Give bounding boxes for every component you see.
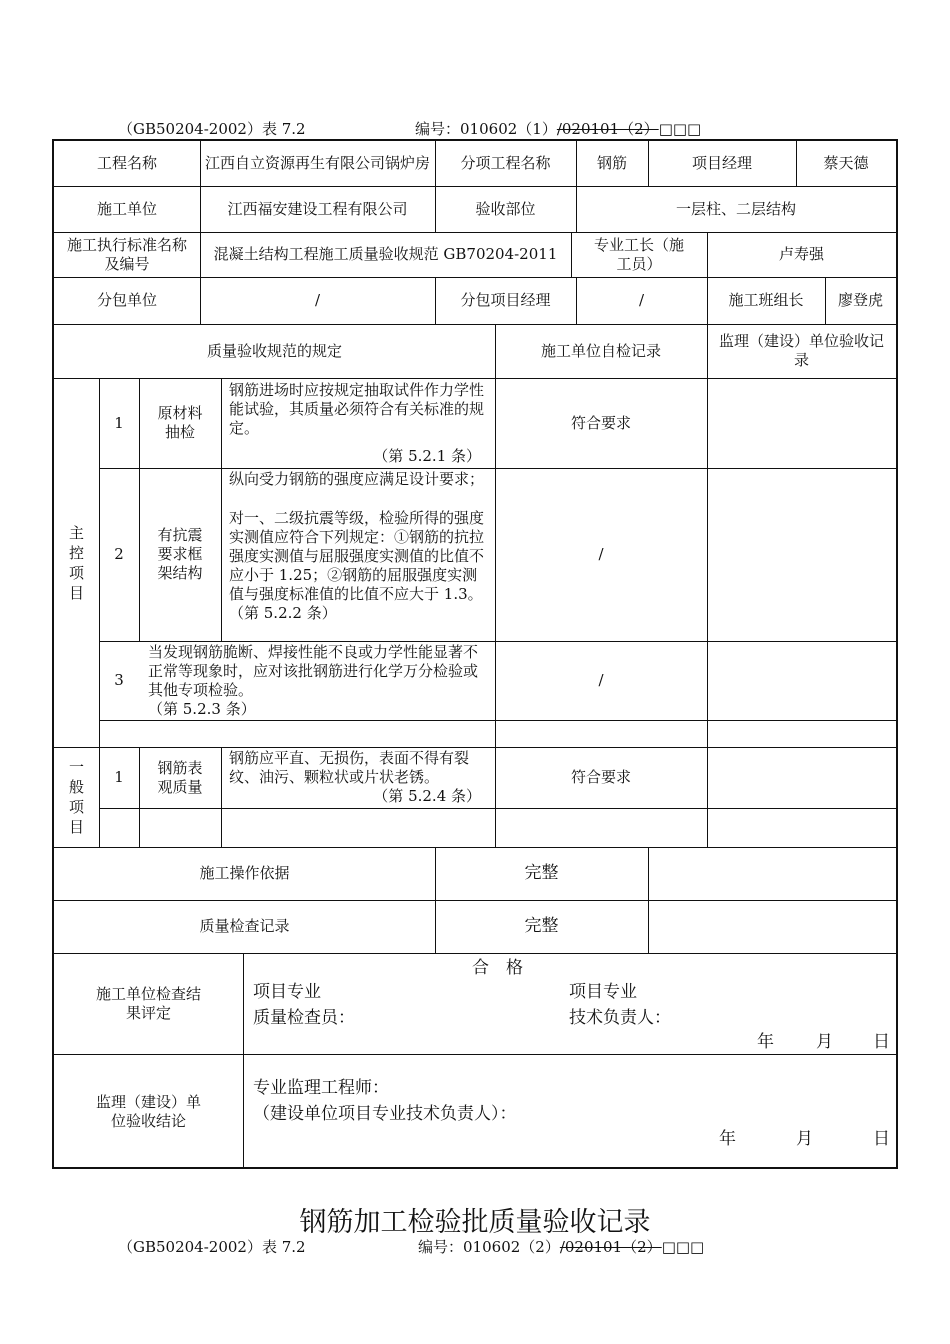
accept-part-label: 验收部位 — [475, 199, 536, 218]
contractor-date-day: 日 — [873, 1032, 890, 1052]
number-value: 010602（1） — [460, 120, 557, 138]
owner-tech-lead: （建设单位项目专业技术负责人）： — [253, 1104, 517, 1124]
sub-pm-value: / — [638, 291, 645, 309]
team-leader-value: 廖登虎 — [837, 291, 883, 309]
contractor-eval-result: 合 格 — [472, 958, 523, 978]
record-number — [415, 118, 701, 139]
subitem-value: 钢筋 — [596, 154, 627, 172]
main-row-1-no: 1 — [114, 413, 124, 432]
number-struck: /020101（2） — [556, 120, 659, 138]
general-row-1-clause: （第 5.2.4 条） — [373, 787, 481, 805]
main-row-2-text2: 对一、二级抗震等级，检验所得的强度实测值应符合下列规定：①钢筋的抗拉强度实测值与屈服强度实测值的比值不应小于 1.25；②钢筋的屈服强度实测值与强度标准值的比值不应大于 1.3。（第 5.2.2 条） — [229, 509, 485, 622]
acceptance-form — [52, 139, 898, 1169]
footer-number-label: 编号： — [418, 1238, 464, 1256]
number-label: 编号： — [415, 120, 461, 138]
tech-line-2: 技术负责人： — [569, 1008, 671, 1028]
main-row-1-name: 原材料抽检 — [157, 404, 203, 441]
subitem-label: 分项工程名称 — [460, 154, 551, 172]
main-items-label: 主控项目 — [69, 523, 85, 602]
footer-number-struck: /020101（2） — [559, 1238, 662, 1256]
main-row-3-clause: （第 5.2.3 条） — [148, 700, 256, 718]
general-items-label: 一般项目 — [69, 758, 85, 836]
footer-standard-ref: （GB50204-2002）表 7.2 — [118, 1238, 306, 1256]
project-name-value: 江西自立资源再生有限公司锅炉房 — [204, 154, 430, 172]
footer-number-boxes: □□□ — [661, 1238, 705, 1256]
main-row-1-clause: （第 5.2.1 条） — [373, 447, 481, 465]
tech-lead-title — [569, 979, 671, 1031]
main-row-3-no: 3 — [114, 671, 124, 689]
standard-label: 施工执行标准名称及编号 — [66, 235, 187, 273]
supervisor-date-day: 日 — [873, 1129, 890, 1149]
main-row-1-record: 符合要求 — [570, 413, 631, 432]
supervisor-date-year: 年 — [719, 1129, 736, 1149]
contractor-label: 施工单位 — [96, 199, 157, 218]
accept-part-value: 一层柱、二层结构 — [675, 199, 796, 218]
pm-label: 项目经理 — [691, 154, 752, 172]
footer-number-value: 010602（2） — [463, 1238, 560, 1256]
general-items-group — [54, 747, 99, 847]
qc-record-value: 完整 — [524, 916, 559, 936]
contractor-date-month: 月 — [816, 1032, 833, 1052]
standard-value: 混凝土结构工程施工质量验收规范 GB70204-2011 — [213, 245, 558, 263]
sub-unit-label: 分包单位 — [96, 291, 157, 309]
main-row-2-name: 有抗震要求框架结构 — [157, 526, 203, 582]
next-form-title: 钢筋加工检验批质量验收记录 — [299, 1207, 651, 1238]
main-row-3-text: 当发现钢筋脆断、焊接性能不良或力学性能显著不正常等现象时，应对该批钢筋进行化学万分检验或其他专项检验。 — [148, 643, 479, 699]
tech-line-1: 项目专业 — [569, 982, 637, 1002]
contractor-eval-label: 施工单位检查结果评定 — [95, 984, 201, 1022]
supervisor-header: 监理（建设）单位验收记录 — [718, 332, 884, 369]
general-row-1-no: 1 — [114, 768, 124, 786]
basis-value: 完整 — [524, 863, 559, 883]
inspector-line-1: 项目专业 — [253, 982, 321, 1002]
general-row-1-text: 钢筋应平直、无损伤，表面不得有裂纹、油污、颗粒状或片状老锈。 — [229, 749, 470, 786]
main-row-3-record: / — [598, 671, 604, 689]
main-row-1-text: 钢筋进场时应按规定抽取试件作力学性能试验，其质量必须符合有关标准的规定。 — [229, 381, 485, 437]
spec-header: 质量验收规范的规定 — [206, 341, 342, 360]
general-row-1-name: 钢筋表观质量 — [157, 758, 203, 796]
inspector-title — [253, 979, 355, 1031]
main-items-group — [54, 378, 99, 747]
self-check-header: 施工单位自检记录 — [540, 341, 661, 360]
supervising-engineer: 专业监理工程师： — [253, 1078, 389, 1098]
inspector-line-2: 质量检查员： — [253, 1008, 355, 1028]
sub-unit-value: / — [314, 291, 321, 309]
main-row-2-no: 2 — [114, 545, 124, 563]
supervisor-date-month: 月 — [796, 1129, 813, 1149]
project-name-label: 工程名称 — [96, 154, 157, 172]
main-row-2-record: / — [598, 545, 604, 563]
number-boxes: □□□ — [658, 120, 702, 138]
general-row-1-record: 符合要求 — [570, 768, 631, 786]
qc-record-label: 质量检查记录 — [199, 917, 290, 935]
foreman-value: 卢寿强 — [778, 245, 824, 263]
foreman-label: 专业工长（施工员） — [593, 235, 684, 273]
team-leader-label: 施工班组长 — [728, 291, 804, 309]
contractor-value: 江西福安建设工程有限公司 — [227, 199, 408, 218]
contractor-date-year: 年 — [757, 1032, 774, 1052]
basis-label: 施工操作依据 — [199, 864, 290, 882]
footer-record-number — [418, 1236, 704, 1257]
sub-pm-label: 分包项目经理 — [460, 291, 551, 309]
standard-ref: （GB50204-2002）表 7.2 — [118, 120, 306, 138]
pm-value: 蔡天德 — [823, 154, 869, 172]
main-row-2-text: 纵向受力钢筋的强度应满足设计要求； — [229, 470, 485, 488]
supervisor-eval-label: 监理（建设）单位验收结论 — [95, 1092, 201, 1130]
